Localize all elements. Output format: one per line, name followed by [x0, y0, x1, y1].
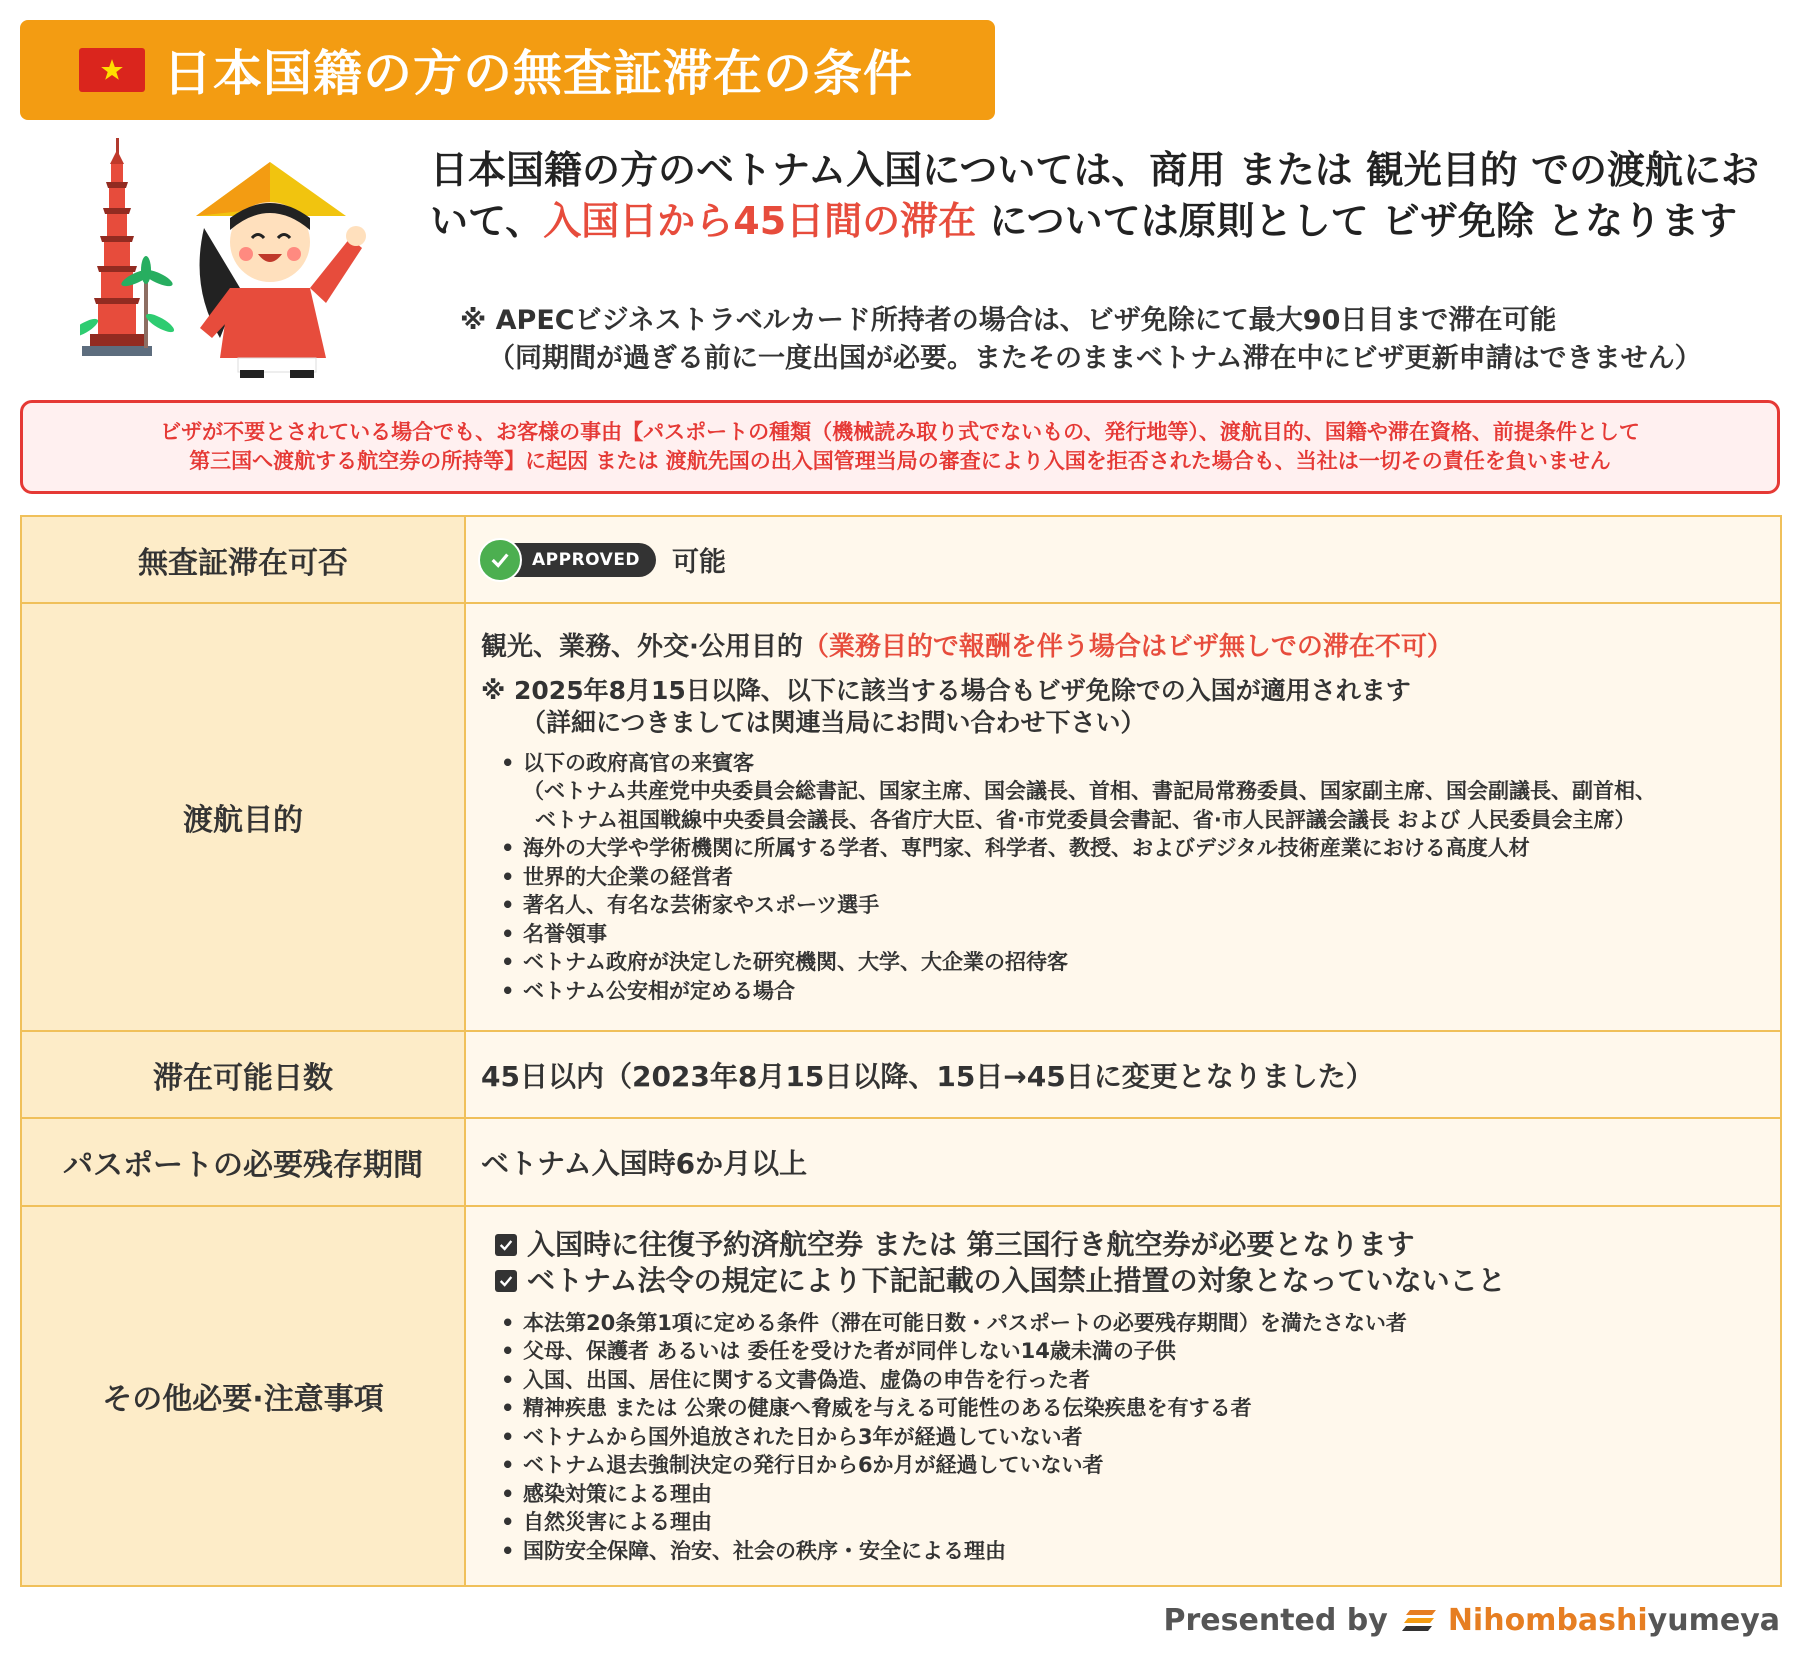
purpose-main-text: 観光、業務、外交·公用目的: [481, 631, 803, 662]
list-item: • 著名人、有名な芸術家やスポーツ選手: [501, 891, 1765, 920]
approved-badge: [481, 543, 656, 577]
vietnam-illustration: [80, 138, 400, 378]
page-title: 日本国籍の方の無査証滞在の条件: [163, 45, 914, 102]
list-item: • 海外の大学や学術機関に所属する学者、専門家、科学者、教授、およびデジタル技術産業における高度人材: [501, 834, 1765, 863]
row-value-purpose: [465, 603, 1781, 1031]
list-item: • 入国、出国、居住に関する文書偽造、虚偽の申告を行った者: [501, 1366, 1765, 1395]
brand-name-part1: Nihombashi: [1447, 1602, 1648, 1638]
list-item: • 名誉領事: [501, 920, 1765, 949]
prohibition-list: [501, 1309, 1765, 1566]
brand-logo-icon: [1402, 1606, 1438, 1634]
apec-note-line2: （同期間が過ぎる前に一度出国が必要。またそのままベトナム滞在中にビザ更新申請はできません）: [488, 343, 1702, 374]
checkbox-icon: [495, 1234, 517, 1256]
presented-by-label: Presented by: [1163, 1602, 1388, 1638]
person-icon: [196, 162, 366, 378]
list-item: • ベトナム公安相が定める場合: [501, 977, 1765, 1006]
purpose-item-1: • 以下の政府高官の来賓客: [523, 750, 754, 775]
checkbox-icon: [495, 1270, 517, 1292]
apec-notes: [460, 302, 1780, 378]
purpose-main-red: （業務目的で報酬を伴う場合はビザ無しでの滞在不可）: [802, 631, 1453, 662]
list-item: • 感染対策による理由: [501, 1480, 1765, 1509]
disclaimer-box: [20, 400, 1780, 494]
intro-highlight: 入国日から45日間の滞在: [543, 199, 977, 243]
disclaimer-line1: ビザが不要とされている場合でも、お客様の事由【パスポートの種類（機械読み取り式でないもの、発行地等）、渡航目的、国籍や滞在資格、前提条件として: [160, 420, 1640, 444]
approved-badge-label: APPROVED: [532, 549, 641, 570]
brand-name-part2: yumeya: [1647, 1602, 1780, 1638]
list-item: • 本法第20条第1項に定める条件（滞在可能日数・パスポートの必要残存期間）を満たさない者: [501, 1309, 1765, 1338]
table-row: [21, 1118, 1781, 1206]
list-item: • 世界的大企業の経営者: [501, 863, 1765, 892]
footer-credit: [1164, 1600, 1781, 1640]
row-label-visa-free: 無査証滞在可否: [21, 516, 465, 603]
purpose-item-1-sub2: ベトナム祖国戦線中央委員会議長、各省庁大臣、省·市党委員会書記、省·市人民評議会議長 および 人民委員会主席）: [535, 807, 1636, 832]
apec-note-line1: ※ APECビジネストラベルカード所持者の場合は、ビザ免除にて最大90日目まで滞在可能: [460, 305, 1557, 336]
list-item: • ベトナム政府が決定した研究機関、大学、大企業の招待客: [501, 948, 1765, 977]
intro-text: [430, 145, 1785, 247]
purpose-note-line2: （詳細につきましては関連当局にお問い合わせ下さい）: [521, 707, 1146, 737]
row-value-days: 45日以内（2023年8月15日以降、15日→45日に変更となりました）: [465, 1031, 1781, 1118]
requirement-check-2: [495, 1263, 1765, 1299]
row-value-visa-free: [465, 516, 1781, 603]
intro-part2: については原則として ビザ免除 となります: [976, 199, 1738, 243]
row-value-other: [465, 1206, 1781, 1586]
list-item: • ベトナムから国外追放された日から3年が経過していない者: [501, 1423, 1765, 1452]
list-item: • 父母、保護者 あるいは 委任を受けた者が同伴しない14歳未満の子供: [501, 1337, 1765, 1366]
table-row: [21, 1206, 1781, 1586]
purpose-main: [481, 629, 1765, 665]
intro-part1: 日本国籍の方のベトナム入国については、商用 または 観光目的 での渡航において、: [430, 148, 1760, 243]
row-value-passport: ベトナム入国時6か月以上: [465, 1118, 1781, 1206]
list-item: • 国防安全保障、治安、社会の秩序・安全による理由: [501, 1537, 1765, 1566]
requirement-check-2-text: ベトナム法令の規定により下記記載の入国禁止措置の対象となっていないこと: [527, 1263, 1506, 1297]
vietnam-flag-icon: [79, 48, 145, 92]
disclaimer-line2: 第三国へ渡航する航空券の所持等】に起因 または 渡航先国の出入国管理当局の審査により入国を拒否された場合も、当社は一切その責任を負いません: [189, 449, 1611, 473]
list-item: • 自然災害による理由: [501, 1508, 1765, 1537]
purpose-item-1-sub1: （ベトナム共産党中央委員会総書記、国家主席、国会議長、首相、書記局常務委員、国家副主席、国会副議長、副首相、: [523, 779, 1656, 804]
purpose-note-line1: ※ 2025年8月15日以降、以下に該当する場合もビザ免除での入国が適用されます: [481, 675, 1411, 705]
purpose-note: [481, 675, 1765, 739]
visa-free-value: 可能: [672, 547, 727, 578]
row-label-days: 滞在可能日数: [21, 1031, 465, 1118]
purpose-list: [501, 749, 1765, 1006]
table-row: [21, 1031, 1781, 1118]
table-row: [21, 603, 1781, 1031]
requirement-check-1-text: 入国時に往復予約済航空券 または 第三国行き航空券が必要となります: [527, 1227, 1415, 1261]
requirement-check-1: [495, 1227, 1765, 1263]
row-label-other: その他必要·注意事項: [21, 1206, 465, 1586]
title-banner: [20, 20, 995, 120]
list-item: • ベトナム退去強制決定の発行日から6か月が経過していない者: [501, 1451, 1765, 1480]
row-label-passport: パスポートの必要残存期間: [21, 1118, 465, 1206]
conditions-table: [20, 515, 1782, 1587]
table-row: [21, 516, 1781, 603]
list-item: [501, 749, 1765, 835]
row-label-purpose: 渡航目的: [21, 603, 465, 1031]
check-icon: [478, 538, 522, 582]
list-item: • 精神疾患 または 公衆の健康へ脅威を与える可能性のある伝染疾患を有する者: [501, 1394, 1765, 1423]
